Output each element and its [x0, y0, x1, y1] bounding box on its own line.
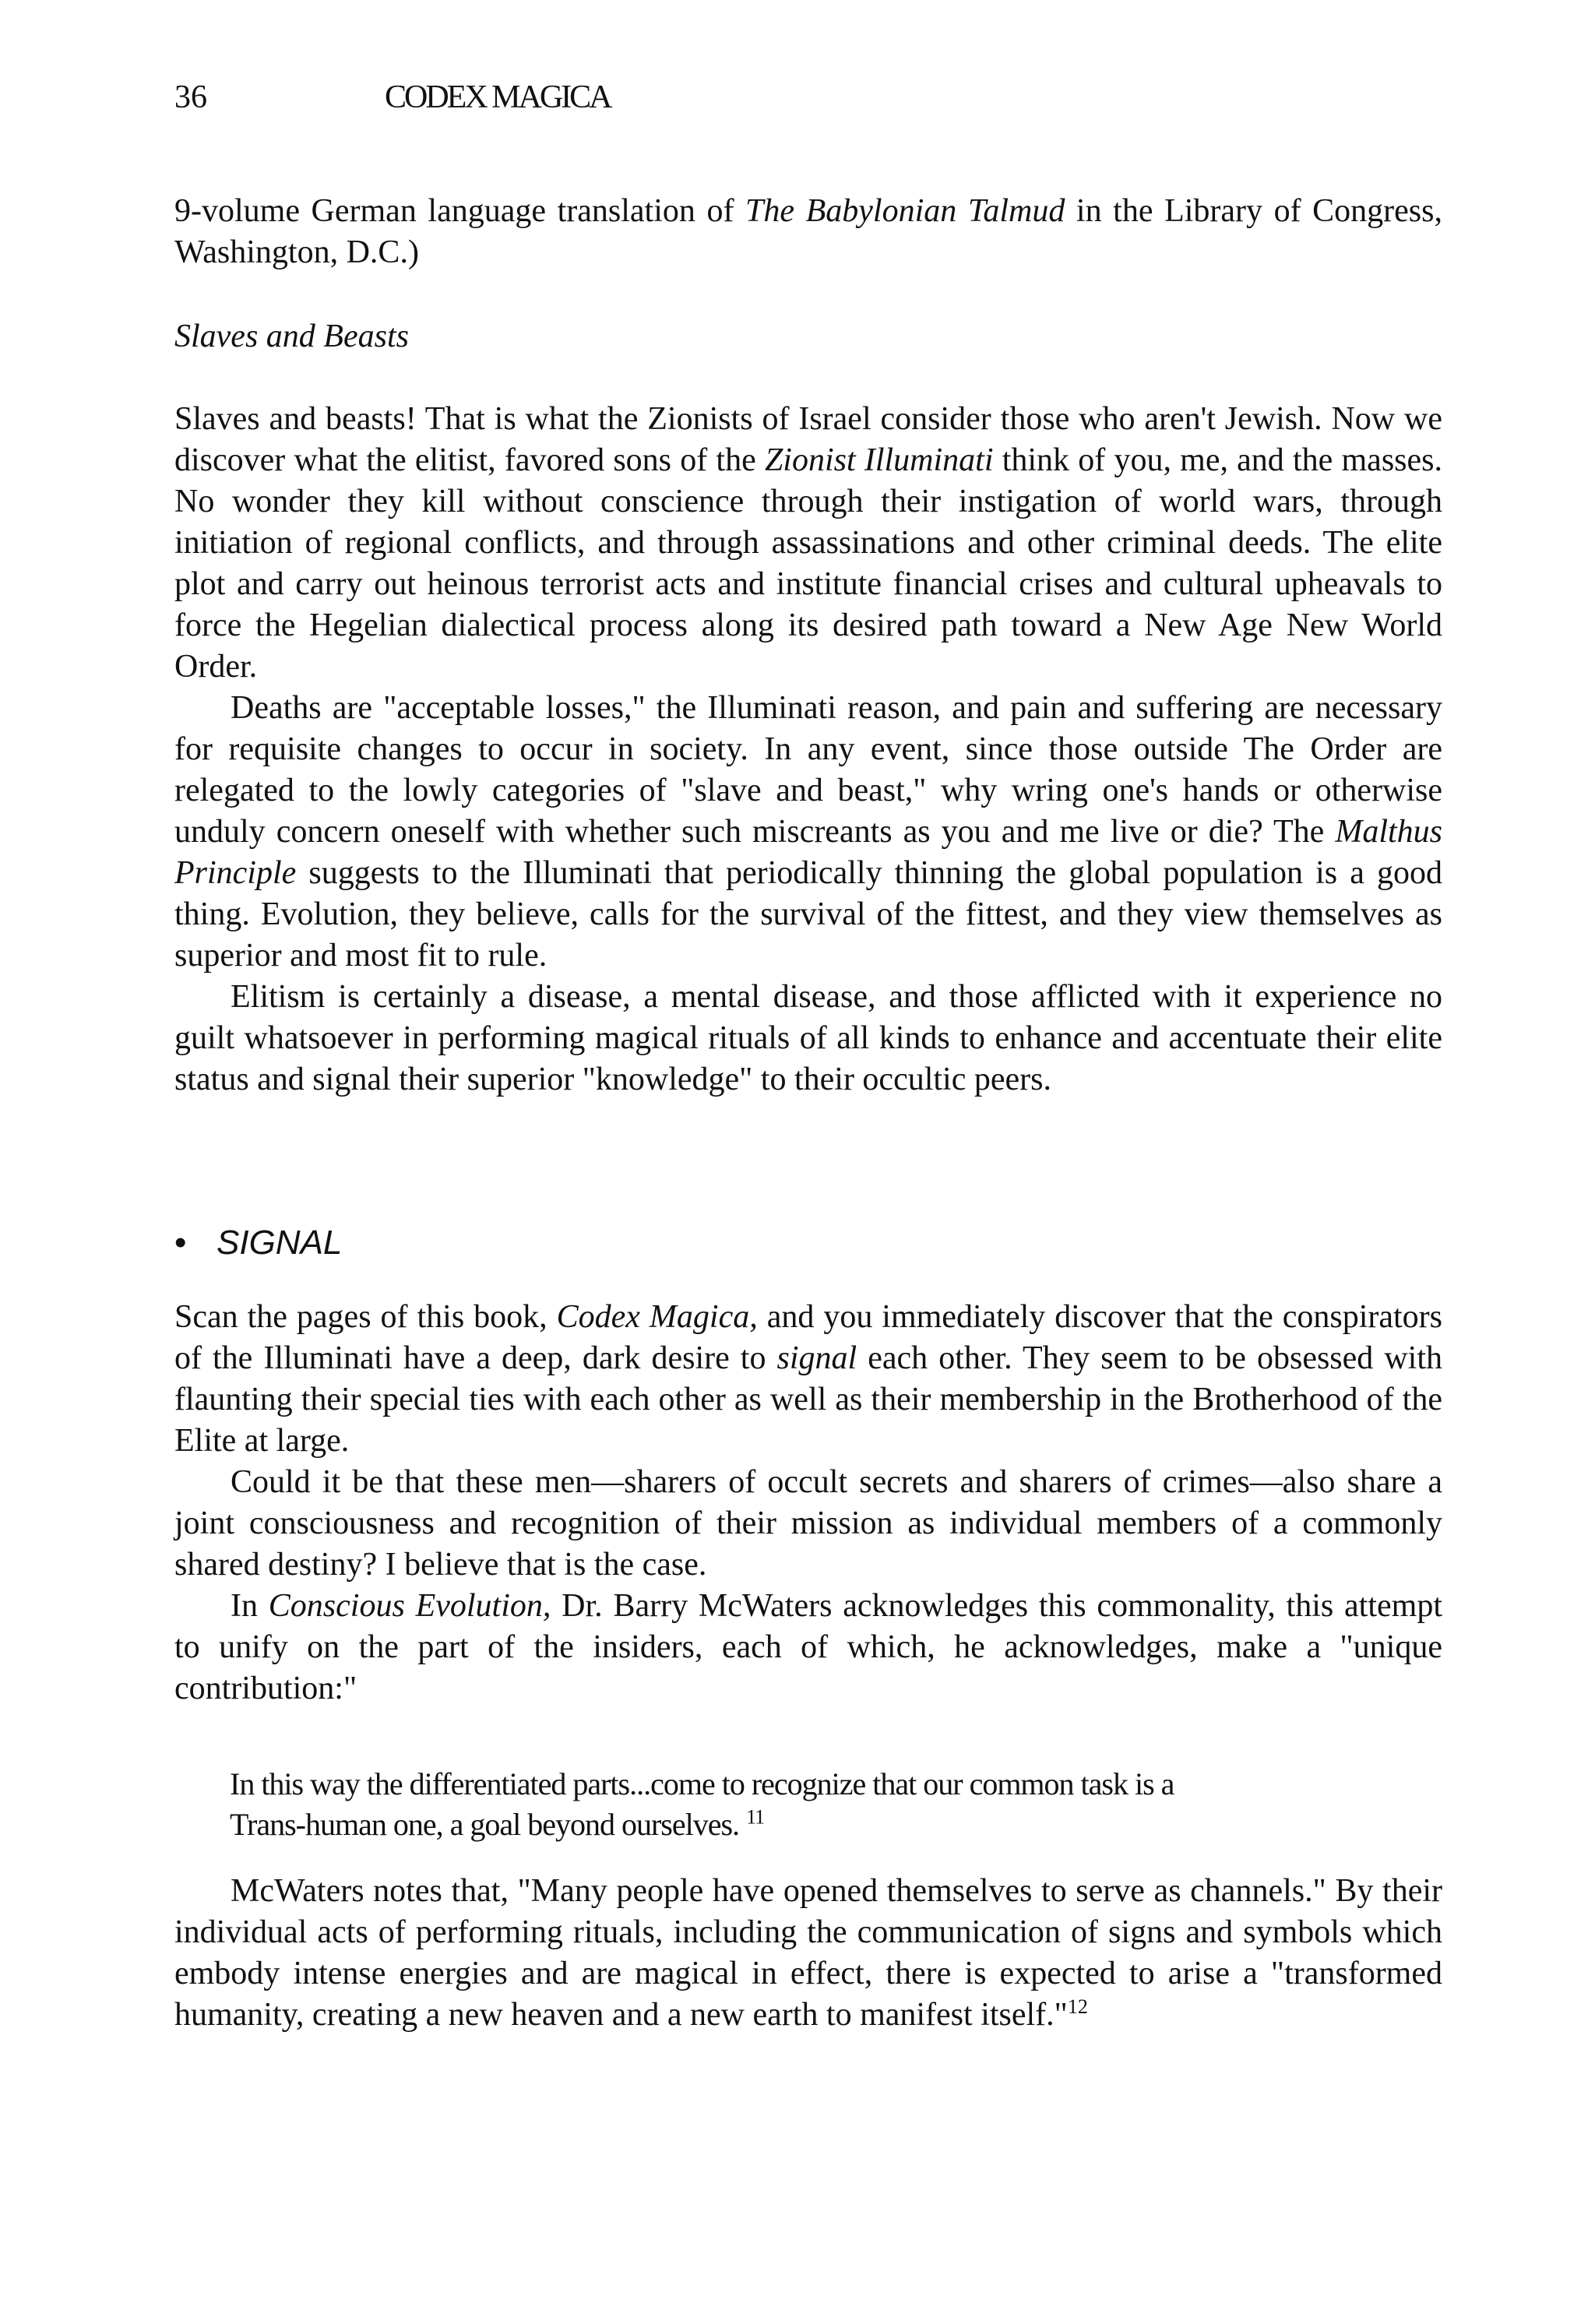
main-body-2 — [174, 1297, 1442, 1710]
main-body-3 — [174, 1871, 1442, 2036]
section-heading — [174, 1224, 342, 1262]
page-number: 36 — [174, 79, 207, 115]
paragraph: Scan the pages of this book, Codex Magica, and you immediately discover that the conspirators of the Illuminati have a deep, dark desire to signal each other. They seem to be obsessed with flaunting their special ties with each other as well as their membership in the Brotherhood of the Elite at large. — [174, 1299, 1443, 1459]
footnote-ref: 11 — [746, 1805, 765, 1829]
paragraph: McWaters notes that, "Many people have opened themselves to serve as channels." By their individual acts of performing rituals, including the communication of signs and symbols which embody intense energies and are magical in effect, there is expected to arise a "transformed humanity, creating a new heaven and a new earth to manifest itself."$^{12}$ — [174, 1873, 1442, 2033]
paragraph: In Conscious Evolution, Dr. Barry McWaters acknowledges this commonality, this attempt to unify on the part of the insiders, each of which, he acknowledges, make a "unique contribution:" — [174, 1588, 1442, 1706]
paragraph: Elitism is certainly a disease, a mental disease, and those afflicted with it experience no guilt whatsoever in performing magical rituals of all kinds to enhance and accentuate their elite status and signal their superior "knowledge" to their occultic peers. — [174, 979, 1442, 1097]
bullet-icon: • — [174, 1224, 187, 1262]
main-body-1 — [174, 399, 1442, 1100]
block-quote: In this way the differentiated parts...come to recognize that our common task is a Trans-human one, a goal beyond ourselves. $^{11}$ — [230, 1766, 1174, 1842]
paragraph: Could it be that these men—sharers of occult secrets and sharers of crimes—also share a joint consciousness and recognition of their mission as individual members of a commonly shared destiny? I believe that is the case. — [174, 1464, 1442, 1583]
footnote-ref: 12 — [1067, 1995, 1088, 2018]
section-title: SIGNAL — [217, 1224, 343, 1262]
running-title: CODEX MAGICA — [385, 79, 611, 115]
paragraph: Slaves and beasts! That is what the Zionists of Israel consider those who aren't Jewish. Now we discover what the elitist, favored sons of the Zionist Illuminati think of you, me, and the masses. No wonder they kill without conscience through their instigation of world wars, through initiation of regional conflicts, and through assassinations and other criminal deeds. The elite plot and carry out heinous terrorist acts and institute financial crises and cultural upheavals to force the Hegelian dialectical process along its desired path toward a New Age New World Order. — [174, 401, 1443, 685]
continued-paragraph: 9-volume German language translation of The Babylonian Talmud in the Library of Congress, Washington, D.C.) — [174, 193, 1442, 270]
subheading: Slaves and Beasts — [174, 319, 409, 354]
book-title-talmud: The Babylonian Talmud — [745, 193, 1065, 229]
paragraph: Deaths are "acceptable losses," the Illuminati reason, and pain and suffering are necessary for requisite changes to occur in society. In any event, since those outside The Order are relegated to the lowly categories of "slave and beast," why wring one's hands or otherwise unduly concern oneself with whether such miscreants as you and me live or die? The Malthus Principle suggests to the Illuminati that periodically thinning the global population is a good thing. Evolution, they believe, calls for the survival of the fittest, and they view themselves as superior and most fit to rule. — [174, 690, 1442, 974]
